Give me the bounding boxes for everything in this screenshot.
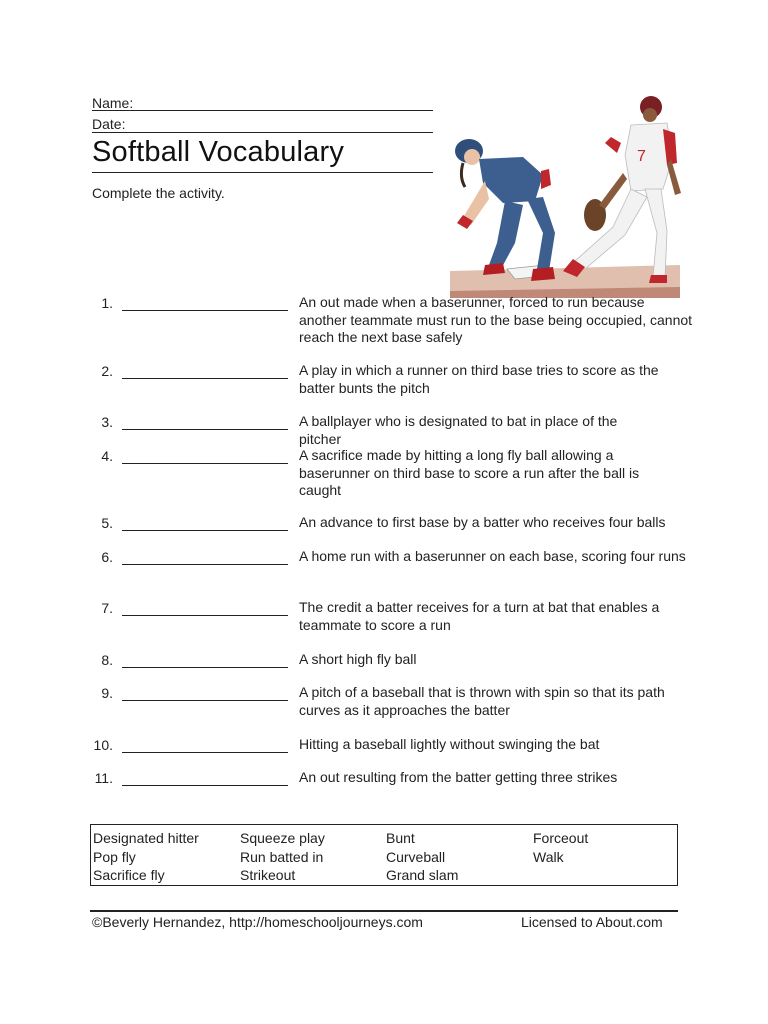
copyright-text: ©Beverly Hernandez, http://homeschooljourneys.com bbox=[92, 914, 423, 930]
question-number: 2. bbox=[101, 363, 113, 379]
question-number: 3. bbox=[101, 414, 113, 430]
question-definition: A ballplayer who is designated to bat in place of the pitcher bbox=[299, 413, 618, 447]
question-number: 8. bbox=[101, 652, 113, 668]
word-bank-term: Strikeout bbox=[240, 867, 296, 883]
word-bank-term: Walk bbox=[533, 848, 564, 865]
word-bank-term: Grand slam bbox=[386, 867, 459, 883]
answer-blank[interactable] bbox=[122, 310, 288, 311]
license-text: Licensed to About.com bbox=[521, 914, 663, 930]
word-bank-term: Bunt bbox=[386, 830, 415, 846]
answer-blank[interactable] bbox=[122, 785, 288, 786]
answer-blank[interactable] bbox=[122, 615, 288, 616]
word-bank-column bbox=[386, 829, 458, 885]
word-bank-term: Pop fly bbox=[93, 848, 136, 865]
word-bank-column bbox=[240, 829, 325, 885]
question-number: 9. bbox=[101, 685, 113, 701]
answer-blank[interactable] bbox=[122, 700, 288, 701]
date-label: Date: bbox=[92, 116, 126, 132]
question-number: 11. bbox=[94, 770, 113, 786]
question-number: 1. bbox=[101, 295, 113, 311]
question-number: 4. bbox=[101, 448, 113, 464]
question-definition: A play in which a runner on third base tries to score as the batter bunts the pitch bbox=[299, 362, 659, 396]
word-bank-column bbox=[533, 829, 588, 866]
question-definition: A sacrifice made by hitting a long fly ball allowing a baserunner on third base to score a run after the ball is caught bbox=[299, 447, 640, 498]
question-definition: An out made when a baserunner, forced to run because another teammate must run to the base being occupied, cannot reach the next base safely bbox=[299, 294, 693, 345]
answer-blank[interactable] bbox=[122, 429, 288, 430]
instructions: Complete the activity. bbox=[92, 185, 225, 201]
word-bank-term: Curveball bbox=[386, 848, 446, 865]
word-bank-term: Forceout bbox=[533, 830, 589, 846]
word-bank-term: Designated hitter bbox=[93, 830, 199, 846]
answer-blank[interactable] bbox=[122, 564, 288, 565]
date-field-line[interactable] bbox=[92, 132, 433, 133]
question-definition: An out resulting from the batter getting three strikes bbox=[299, 769, 618, 785]
runner-figure bbox=[455, 139, 555, 281]
answer-blank[interactable] bbox=[122, 463, 288, 464]
question-number: 6. bbox=[101, 549, 113, 565]
question-definition: The credit a batter receives for a turn at bat that enables a teammate to score a run bbox=[299, 599, 660, 633]
answer-blank[interactable] bbox=[122, 752, 288, 753]
answer-blank[interactable] bbox=[122, 667, 288, 668]
title-underline bbox=[92, 172, 433, 173]
name-field-line[interactable] bbox=[92, 110, 433, 111]
word-bank-term: Run batted in bbox=[240, 848, 324, 865]
name-label: Name: bbox=[92, 95, 134, 111]
question-definition: Hitting a baseball lightly without swinging the bat bbox=[299, 736, 600, 752]
question-definition: A pitch of a baseball that is thrown with spin so that its path curves as it approaches the batter bbox=[299, 684, 665, 718]
word-bank-term: Squeeze play bbox=[240, 830, 325, 846]
word-bank-column bbox=[93, 829, 199, 885]
word-bank bbox=[90, 824, 678, 886]
question-definition: A home run with a baserunner on each base, scoring four runs bbox=[299, 548, 686, 564]
answer-blank[interactable] bbox=[122, 530, 288, 531]
svg-text:7: 7 bbox=[637, 148, 646, 165]
fielder-figure bbox=[563, 96, 681, 283]
question-number: 7. bbox=[101, 600, 113, 616]
softball-players-illustration bbox=[445, 93, 685, 303]
question-definition: A short high fly ball bbox=[299, 651, 417, 667]
page-title: Softball Vocabulary bbox=[92, 136, 345, 168]
question-definition: An advance to first base by a batter who receives four balls bbox=[299, 514, 666, 530]
question-number: 5. bbox=[101, 515, 113, 531]
answer-blank[interactable] bbox=[122, 378, 288, 379]
footer-divider bbox=[90, 910, 678, 912]
question-number: 10. bbox=[93, 737, 113, 753]
word-bank-term: Sacrifice fly bbox=[93, 867, 165, 883]
